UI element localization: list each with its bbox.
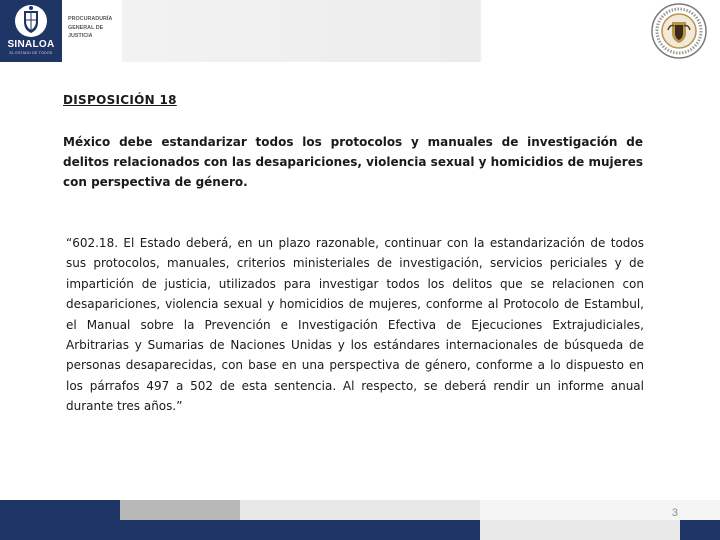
state-shield-icon <box>14 4 48 38</box>
intro-paragraph: México debe estandarizar todos los protocolos y manuales de investigación de delitos relacionados con las desapariciones, violencia sexual y homicidios de mujeres con perspectiva de género. <box>63 135 643 189</box>
footer-bar <box>0 500 720 540</box>
footer-navy-block <box>0 500 120 540</box>
footer-band <box>120 500 240 520</box>
header-bar <box>0 0 720 62</box>
institutional-seal-icon <box>650 2 708 60</box>
organization-block <box>62 0 122 62</box>
page-number: 3 <box>671 507 678 519</box>
sinaloa-logo <box>0 0 62 62</box>
organization-name-line: JUSTICIA <box>68 33 93 40</box>
footer-band <box>480 500 720 520</box>
section-heading: DISPOSICIÓN 18 <box>63 93 177 107</box>
footer-page-panel <box>480 520 720 540</box>
footer-navy-band <box>120 520 480 540</box>
organization-name-line: PROCURADURÍA <box>68 16 113 22</box>
logo-wordmark: SINALOA <box>7 39 55 50</box>
organization-name-line: GENERAL DE <box>68 24 104 31</box>
quoted-paragraph: “602.18. El Estado deberá, en un plazo razonable, continuar con la estandarización de todos sus protocolos, manuales, criterios ministeriales de investigación, servicios periciales y de impartición de justicia, utilizados para investigar todos los delitos que se relacionen con desapariciones, violencia sexual y homicidios de mujeres, conforme al Protocolo de Estambul, el Manual sobre la Prevención e Investigación Efectiva de Ejecuciones Extrajudiciales, Arbitrarias y Sumarias de Naciones Unidas y los estándares internacionales de búsqueda de personas desaparecidas, con base en una perspectiva de género, conforme a lo dispuesto en los párrafos 497 a 502 de esta sentencia. Al respecto, se deberá rendir un informe anual durante tres años.” <box>66 236 644 414</box>
footer-panel-inner <box>480 520 680 540</box>
logo-motto: EL ESTADO DE TODOS <box>9 51 53 55</box>
organization-name <box>68 15 124 41</box>
footer-band <box>240 500 480 520</box>
